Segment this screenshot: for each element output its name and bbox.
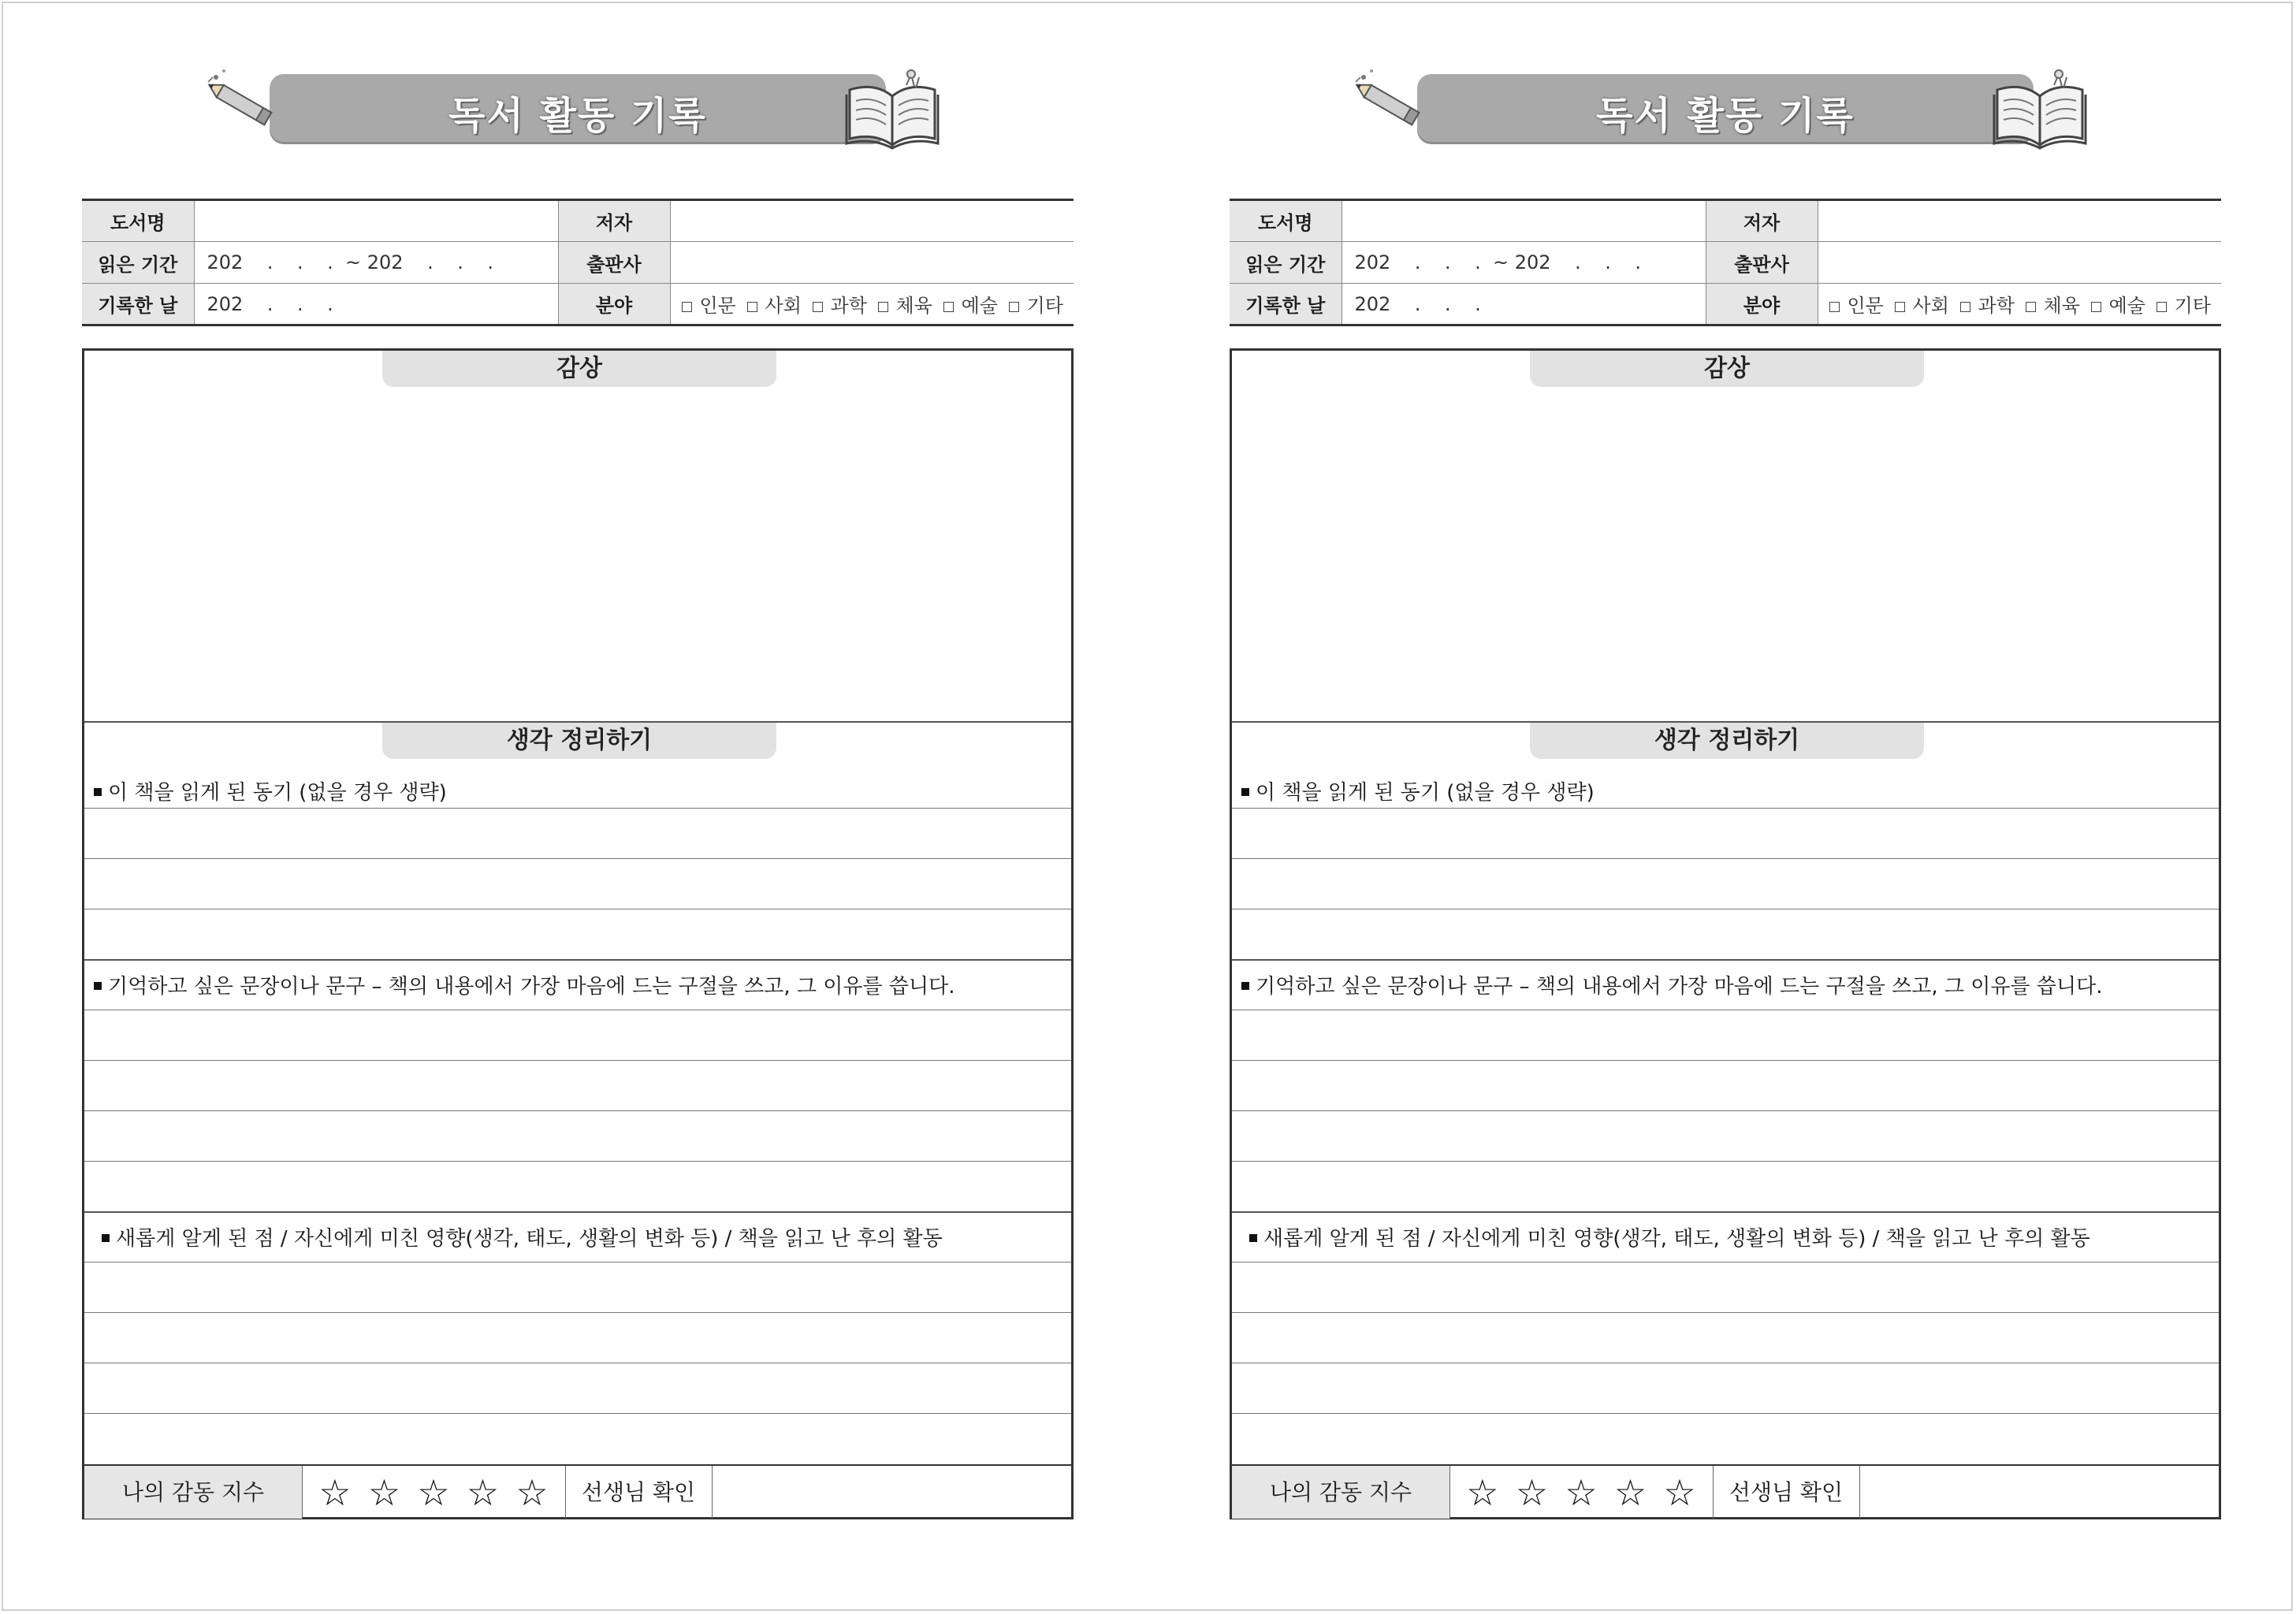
book-title-field[interactable]	[194, 200, 558, 242]
star-icon[interactable]: ☆	[1613, 1471, 1647, 1514]
writing-line[interactable]	[84, 808, 1071, 809]
category-society: 사회	[1912, 295, 1949, 317]
star-rating	[302, 1466, 566, 1519]
category-arts: 예술	[2108, 295, 2145, 317]
header-banner	[270, 74, 886, 142]
info-row-period	[82, 242, 1074, 284]
writing-line[interactable]	[1232, 1161, 2219, 1162]
impression-writing-area[interactable]	[1232, 387, 2219, 721]
book-title-label: 도서명	[82, 200, 194, 242]
impression-section-title: 감상	[1530, 351, 1924, 387]
pencil-icon	[200, 66, 287, 145]
info-row-date	[82, 284, 1074, 325]
bullet-icon	[1241, 788, 1249, 796]
header-banner	[1417, 74, 2034, 142]
category-science: 과학	[1978, 295, 2015, 317]
reading-period-label: 읽은 기간	[1230, 242, 1342, 284]
star-icon[interactable]: ☆	[1663, 1471, 1696, 1514]
impression-score-label: 나의 감동 지수	[84, 1466, 303, 1519]
writing-line[interactable]	[1232, 858, 2219, 859]
open-book-icon	[843, 66, 946, 153]
writing-line[interactable]	[1232, 808, 2219, 809]
writing-line[interactable]	[1232, 959, 2219, 961]
checkbox-icon[interactable]	[1829, 302, 1840, 312]
star-icon[interactable]: ☆	[1565, 1471, 1598, 1514]
category-options	[670, 284, 1074, 325]
checkbox-icon[interactable]	[1895, 302, 1905, 312]
impression-writing-area[interactable]	[84, 387, 1071, 721]
checkbox-icon[interactable]	[2091, 302, 2101, 312]
quote-prompt: 기억하고 싶은 문장이나 문구 – 책의 내용에서 가장 마음에 드는 구절을 쓰고, 그 이유를 씁니다.	[1241, 970, 2103, 999]
worksheet-page-left	[82, 0, 1074, 1614]
motive-prompt: 이 책을 읽게 된 동기 (없을 경우 생략)	[94, 776, 447, 805]
page-title: 독서 활동 기록	[1596, 94, 1855, 138]
record-frame	[82, 348, 1074, 1519]
category-humanities: 인문	[699, 295, 736, 317]
writing-line[interactable]	[1232, 1060, 2219, 1061]
teacher-check-field[interactable]	[1859, 1466, 2219, 1519]
writing-line[interactable]	[84, 1312, 1071, 1313]
checkbox-icon[interactable]	[878, 302, 888, 312]
checkbox-icon[interactable]	[747, 302, 757, 312]
star-icon[interactable]: ☆	[417, 1471, 450, 1514]
category-arts: 예술	[961, 295, 998, 317]
checkbox-icon[interactable]	[1009, 302, 1019, 312]
impression-section-title: 감상	[382, 351, 776, 387]
publisher-label: 출판사	[558, 242, 670, 284]
record-date-label: 기록한 날	[82, 284, 194, 325]
worksheet-page-right	[1230, 0, 2221, 1614]
checkbox-icon[interactable]	[682, 302, 692, 312]
reading-period-label: 읽은 기간	[82, 242, 194, 284]
info-row-title	[1230, 200, 2221, 242]
category-other: 기타	[2174, 295, 2211, 317]
category-options	[1818, 284, 2221, 325]
writing-line[interactable]	[1232, 1312, 2219, 1313]
writing-line[interactable]	[1232, 1413, 2219, 1414]
bullet-icon	[94, 788, 102, 796]
writing-line[interactable]	[84, 959, 1071, 961]
writing-line[interactable]	[1232, 1211, 2219, 1213]
book-info-table	[1230, 199, 2221, 326]
organize-section-title: 생각 정리하기	[382, 723, 776, 759]
learned-prompt: 새롭게 알게 된 점 / 자신에게 미친 영향(생각, 태도, 생활의 변화 등) / 책을 읽고 난 후의 활동	[102, 1222, 943, 1251]
rating-row	[1232, 1464, 2219, 1519]
book-title-field[interactable]	[1342, 200, 1706, 242]
page-title: 독서 활동 기록	[448, 94, 707, 138]
publisher-field[interactable]	[670, 242, 1074, 284]
category-other: 기타	[1026, 295, 1063, 317]
bullet-icon	[1241, 982, 1249, 990]
teacher-check-label: 선생님 확인	[1713, 1466, 1860, 1519]
writing-line[interactable]	[84, 1211, 1071, 1213]
writing-line[interactable]	[84, 1262, 1071, 1263]
checkbox-icon[interactable]	[1960, 302, 1970, 312]
book-info-table	[82, 199, 1074, 326]
open-book-icon	[1991, 66, 2093, 153]
writing-line[interactable]	[84, 1161, 1071, 1162]
quote-prompt: 기억하고 싶은 문장이나 문구 – 책의 내용에서 가장 마음에 드는 구절을 쓰고, 그 이유를 씁니다.	[94, 970, 955, 999]
star-icon[interactable]: ☆	[1466, 1471, 1499, 1514]
publisher-field[interactable]	[1818, 242, 2221, 284]
checkbox-icon[interactable]	[813, 302, 823, 312]
author-field[interactable]	[1818, 200, 2221, 242]
author-label: 저자	[558, 200, 670, 242]
author-field[interactable]	[670, 200, 1074, 242]
writing-line[interactable]	[1232, 1110, 2219, 1111]
category-humanities: 인문	[1847, 295, 1884, 317]
publisher-label: 출판사	[1706, 242, 1818, 284]
info-row-date	[1230, 284, 2221, 325]
record-frame	[1230, 348, 2221, 1519]
record-date-field[interactable]: 202 . . .	[194, 284, 558, 325]
impression-score-label: 나의 감동 지수	[1232, 1466, 1450, 1519]
teacher-check-field[interactable]	[712, 1466, 1071, 1519]
writing-line[interactable]	[84, 1413, 1071, 1414]
field-label: 분야	[1706, 284, 1818, 325]
organize-section-title: 생각 정리하기	[1530, 723, 1924, 759]
category-science: 과학	[830, 295, 867, 317]
reading-period-field[interactable]: 202 . . . ~ 202 . . .	[1342, 242, 1706, 284]
record-date-field[interactable]: 202 . . .	[1342, 284, 1706, 325]
checkbox-icon[interactable]	[2026, 302, 2036, 312]
bullet-icon	[1249, 1234, 1257, 1242]
field-label: 분야	[558, 284, 670, 325]
writing-line[interactable]	[84, 1110, 1071, 1111]
pencil-icon	[1348, 66, 1435, 145]
author-label: 저자	[1706, 200, 1818, 242]
writing-line[interactable]	[1232, 1262, 2219, 1263]
motive-prompt: 이 책을 읽게 된 동기 (없을 경우 생략)	[1241, 776, 1595, 805]
writing-line[interactable]	[84, 858, 1071, 859]
star-icon[interactable]: ☆	[515, 1471, 549, 1514]
star-icon[interactable]: ☆	[466, 1471, 500, 1514]
record-date-label: 기록한 날	[1230, 284, 1342, 325]
star-rating	[1449, 1466, 1714, 1519]
rating-row	[84, 1464, 1071, 1519]
checkbox-icon[interactable]	[943, 302, 954, 312]
star-icon[interactable]: ☆	[367, 1471, 401, 1514]
category-society: 사회	[765, 295, 802, 317]
category-sports: 체육	[2043, 295, 2080, 317]
info-row-period	[1230, 242, 2221, 284]
teacher-check-label: 선생님 확인	[565, 1466, 713, 1519]
info-row-title	[82, 200, 1074, 242]
bullet-icon	[102, 1234, 110, 1242]
star-icon[interactable]: ☆	[1515, 1471, 1549, 1514]
checkbox-icon[interactable]	[2156, 302, 2167, 312]
bullet-icon	[94, 982, 102, 990]
writing-line[interactable]	[84, 1060, 1071, 1061]
category-sports: 체육	[895, 295, 932, 317]
reading-period-field[interactable]: 202 . . . ~ 202 . . .	[194, 242, 558, 284]
book-title-label: 도서명	[1230, 200, 1342, 242]
star-icon[interactable]: ☆	[318, 1471, 352, 1514]
learned-prompt: 새롭게 알게 된 점 / 자신에게 미친 영향(생각, 태도, 생활의 변화 등) / 책을 읽고 난 후의 활동	[1249, 1222, 2090, 1251]
